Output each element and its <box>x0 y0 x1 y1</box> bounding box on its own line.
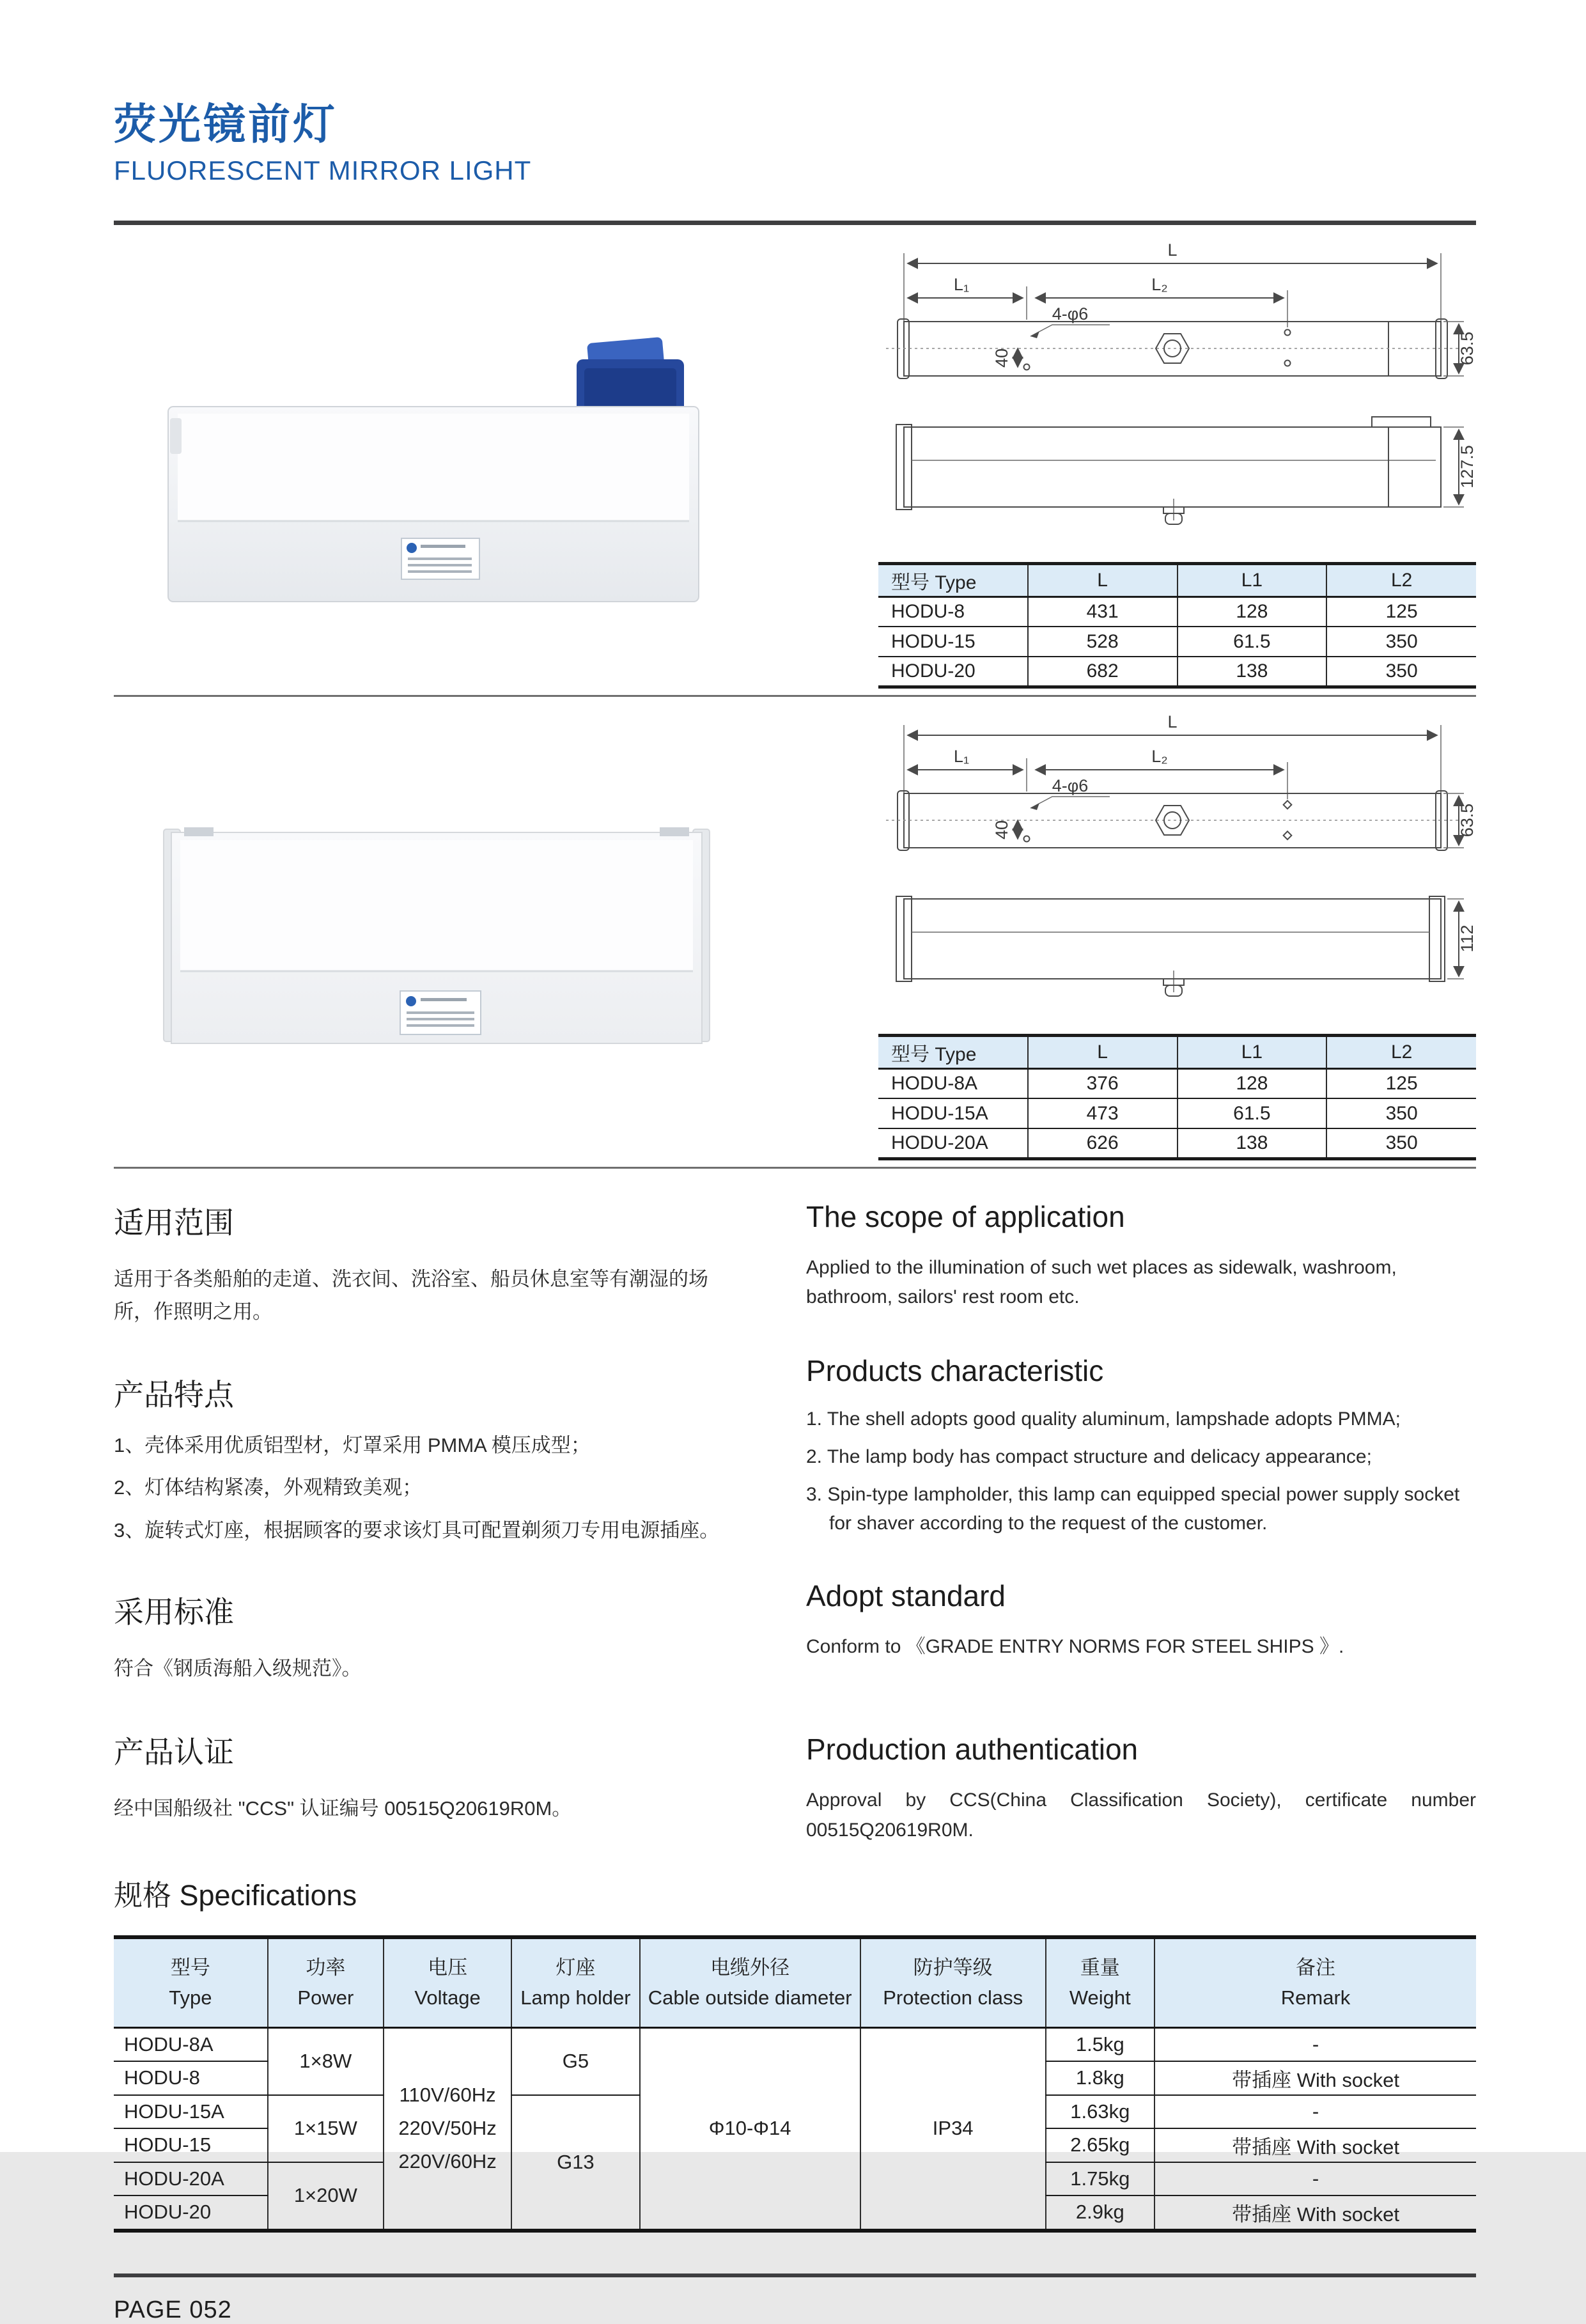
cert-zh-body: 经中国船级社 "CCS" 认证编号 00515Q20619R0M。 <box>114 1797 572 1820</box>
col-weight: 重量 Weight <box>1046 1937 1155 2028</box>
cell-l: 528 <box>1028 627 1178 657</box>
cell-weight: 1.8kg <box>1046 2061 1155 2095</box>
cell-weight: 1.63kg <box>1046 2095 1155 2128</box>
cell-type: HODU-20A <box>114 2162 268 2195</box>
cert-en-body: Approval by CCS(China Classification Society), certificate number 00515Q20619R0M. <box>806 1790 1476 1841</box>
tech-drawing-1 <box>878 235 1476 536</box>
lamp-photo-with-socket <box>133 309 740 610</box>
cell-l: 376 <box>1028 1068 1178 1098</box>
cell-power: 1×20W <box>268 2162 384 2231</box>
cell-l: 682 <box>1028 657 1178 687</box>
table-row <box>878 1098 1476 1128</box>
page-number: PAGE 052 <box>114 2296 232 2323</box>
spec-header-row <box>114 1937 1476 2028</box>
dim-table-2 <box>878 1034 1476 1160</box>
tech-column-2 <box>878 703 1476 1160</box>
cell-l2: 350 <box>1326 627 1476 657</box>
cell-type: HODU-15 <box>114 2128 268 2162</box>
cell-type: HODU-8 <box>878 597 1028 627</box>
col-cable: 电缆外径 Cable outside diameter <box>640 1937 860 2028</box>
dim-label-depth: 112 <box>1458 924 1477 953</box>
col-l2: L2 <box>1326 1035 1476 1068</box>
dim-table-1-header-row <box>878 563 1476 597</box>
page-title: 荧光镜前灯 <box>114 100 338 148</box>
cell-type: HODU-20A <box>878 1128 1028 1158</box>
dim-label-L2: L₂ <box>1151 274 1168 294</box>
description-columns <box>114 1199 1476 1846</box>
cell-type: HODU-15A <box>114 2095 268 2128</box>
cell-l2: 125 <box>1326 1068 1476 1098</box>
product-section-hodu-a <box>114 697 1476 1167</box>
features-en-heading: Products characteristic <box>806 1353 1104 1387</box>
cell-l2: 350 <box>1326 1098 1476 1128</box>
header-rule <box>114 221 1476 225</box>
cell-weight: 2.65kg <box>1046 2128 1155 2162</box>
footer-rule <box>114 2273 1476 2277</box>
cert-en-heading: Production authentication <box>806 1733 1139 1766</box>
cell-power: 1×8W <box>268 2028 384 2095</box>
cell-protection: IP34 <box>860 2028 1046 2231</box>
features-en-list <box>806 1405 1476 1538</box>
cell-l1: 128 <box>1178 1068 1327 1098</box>
cell-weight: 1.75kg <box>1046 2162 1155 2195</box>
list-item: 3. Spin-type lampholder, this lamp can equipped special power supply socket for shaver according to the request of the customer. <box>806 1483 1460 1534</box>
col-remark: 备注 Remark <box>1155 1937 1476 2028</box>
cell-weight: 1.5kg <box>1046 2028 1155 2061</box>
product-label <box>401 538 479 579</box>
cell-holder: G13 <box>511 2095 639 2231</box>
cell-remark: 带插座 With socket <box>1155 2195 1476 2231</box>
cell-cable: Φ10-Φ14 <box>640 2028 860 2231</box>
cell-remark: - <box>1155 2162 1476 2195</box>
dim-label-L1: L₁ <box>953 746 970 766</box>
dim-label-L2: L₂ <box>1151 746 1168 766</box>
cell-l1: 128 <box>1178 597 1327 627</box>
cell-type: HODU-8A <box>114 2028 268 2061</box>
col-power: 功率 Power <box>268 1937 384 2028</box>
product-photo-1 <box>114 309 759 610</box>
table-row <box>878 657 1476 687</box>
cell-weight: 2.9kg <box>1046 2195 1155 2231</box>
cell-l2: 350 <box>1326 657 1476 687</box>
product-section-hodu <box>114 225 1476 695</box>
scope-zh-heading: 适用范围 <box>114 1205 234 1240</box>
cell-remark: 带插座 With socket <box>1155 2128 1476 2162</box>
col-lamp-holder: 灯座 Lamp holder <box>511 1937 639 2028</box>
cell-type: HODU-8 <box>114 2061 268 2095</box>
standard-en-body: Conform to 《GRADE ENTRY NORMS FOR STEEL SHIPS 》. <box>806 1635 1344 1657</box>
cell-type: HODU-15A <box>878 1098 1028 1128</box>
col-type: 型号 Type <box>878 1035 1028 1068</box>
dim-label-L: L <box>1167 712 1178 731</box>
cell-remark: - <box>1155 2095 1476 2128</box>
cell-l1: 138 <box>1178 1128 1327 1158</box>
dim-label-L: L <box>1167 240 1178 260</box>
col-type: 型号 Type <box>878 563 1028 597</box>
holes-label: 4-φ6 <box>1052 304 1089 324</box>
specs-heading: 规格 Specifications <box>114 1879 357 1912</box>
dim-label-height: 63.5 <box>1458 803 1477 837</box>
scope-en-body: Applied to the illumination of such wet places as sidewalk, washroom, bathroom, sailors' rest room etc. <box>806 1256 1397 1308</box>
socket-blue <box>577 337 684 418</box>
list-item: 1. The shell adopts good quality aluminum, lampshade adopts PMMA; <box>806 1408 1401 1430</box>
product-label <box>400 991 481 1034</box>
dim-label-depth: 127.5 <box>1458 444 1477 488</box>
dim-table-1 <box>878 562 1476 689</box>
table-row <box>878 627 1476 657</box>
features-zh-list <box>114 1431 721 1546</box>
table-row <box>878 1128 1476 1158</box>
page-header <box>114 101 1476 225</box>
cell-l2: 350 <box>1326 1128 1476 1158</box>
cell-remark: 带插座 With socket <box>1155 2061 1476 2095</box>
tech-column-1 <box>878 231 1476 689</box>
table-row <box>114 2028 1476 2061</box>
cert-zh-heading: 产品认证 <box>114 1735 234 1769</box>
dim-label-offset: 40 <box>992 348 1011 368</box>
col-l1: L1 <box>1178 563 1327 597</box>
col-l2: L2 <box>1326 563 1476 597</box>
list-item: 1、壳体采用优质铝型材，灯罩采用 PMMA 模压成型； <box>114 1433 591 1456</box>
dim-label-height: 63.5 <box>1458 331 1477 365</box>
tech-drawing-2 <box>878 707 1476 1008</box>
cell-l: 473 <box>1028 1098 1178 1128</box>
holes-label: 4-φ6 <box>1052 776 1089 795</box>
cell-type: HODU-8A <box>878 1068 1028 1098</box>
cell-l: 626 <box>1028 1128 1178 1158</box>
spec-table <box>114 1935 1476 2233</box>
cell-voltage: 110V/60Hz 220V/50Hz 220V/60Hz <box>384 2028 511 2231</box>
col-l: L <box>1028 563 1178 597</box>
cell-l2: 125 <box>1326 597 1476 627</box>
cell-l1: 61.5 <box>1178 1098 1327 1128</box>
standard-zh-body: 符合《钢质海船入级规范》。 <box>114 1657 362 1680</box>
section-divider <box>114 1167 1476 1169</box>
dim-table-2-header-row <box>878 1035 1476 1068</box>
cell-l: 431 <box>1028 597 1178 627</box>
chinese-column <box>114 1199 721 1846</box>
col-voltage: 电压 Voltage <box>384 1937 511 2028</box>
scope-en-heading: The scope of application <box>806 1199 1125 1233</box>
features-zh-heading: 产品特点 <box>114 1377 234 1412</box>
col-protection: 防护等级 Protection class <box>860 1937 1046 2028</box>
dim-label-offset: 40 <box>992 820 1011 839</box>
page-subtitle: FLUORESCENT MIRROR LIGHT <box>114 155 532 185</box>
cell-power: 1×15W <box>268 2095 384 2162</box>
cell-type: HODU-15 <box>878 627 1028 657</box>
lamp-photo-plain <box>133 781 740 1082</box>
scope-zh-body: 适用于各类船舶的走道、洗衣间、洗浴室、船员休息室等有潮湿的场所，作照明之用。 <box>114 1267 708 1323</box>
dim-label-L1: L₁ <box>953 274 970 294</box>
col-type: 型号 Type <box>114 1937 268 2028</box>
product-photo-2 <box>114 781 759 1082</box>
col-l: L <box>1028 1035 1178 1068</box>
list-item: 2. The lamp body has compact structure and delicacy appearance; <box>806 1446 1372 1467</box>
cell-remark: - <box>1155 2028 1476 2061</box>
standard-en-heading: Adopt standard <box>806 1579 1006 1612</box>
col-l1: L1 <box>1178 1035 1327 1068</box>
cell-l1: 138 <box>1178 657 1327 687</box>
table-row <box>878 1068 1476 1098</box>
list-item: 3、旋转式灯座，根据顾客的要求该灯具可配置剃须刀专用电源插座。 <box>114 1518 720 1541</box>
cell-holder: G5 <box>511 2028 639 2095</box>
standard-zh-heading: 采用标准 <box>114 1595 234 1630</box>
list-item: 2、灯体结构紧凑，外观精致美观； <box>114 1476 423 1499</box>
cell-type: HODU-20 <box>114 2195 268 2231</box>
table-row <box>878 597 1476 627</box>
cell-type: HODU-20 <box>878 657 1028 687</box>
english-column <box>806 1199 1476 1846</box>
cell-l1: 61.5 <box>1178 627 1327 657</box>
